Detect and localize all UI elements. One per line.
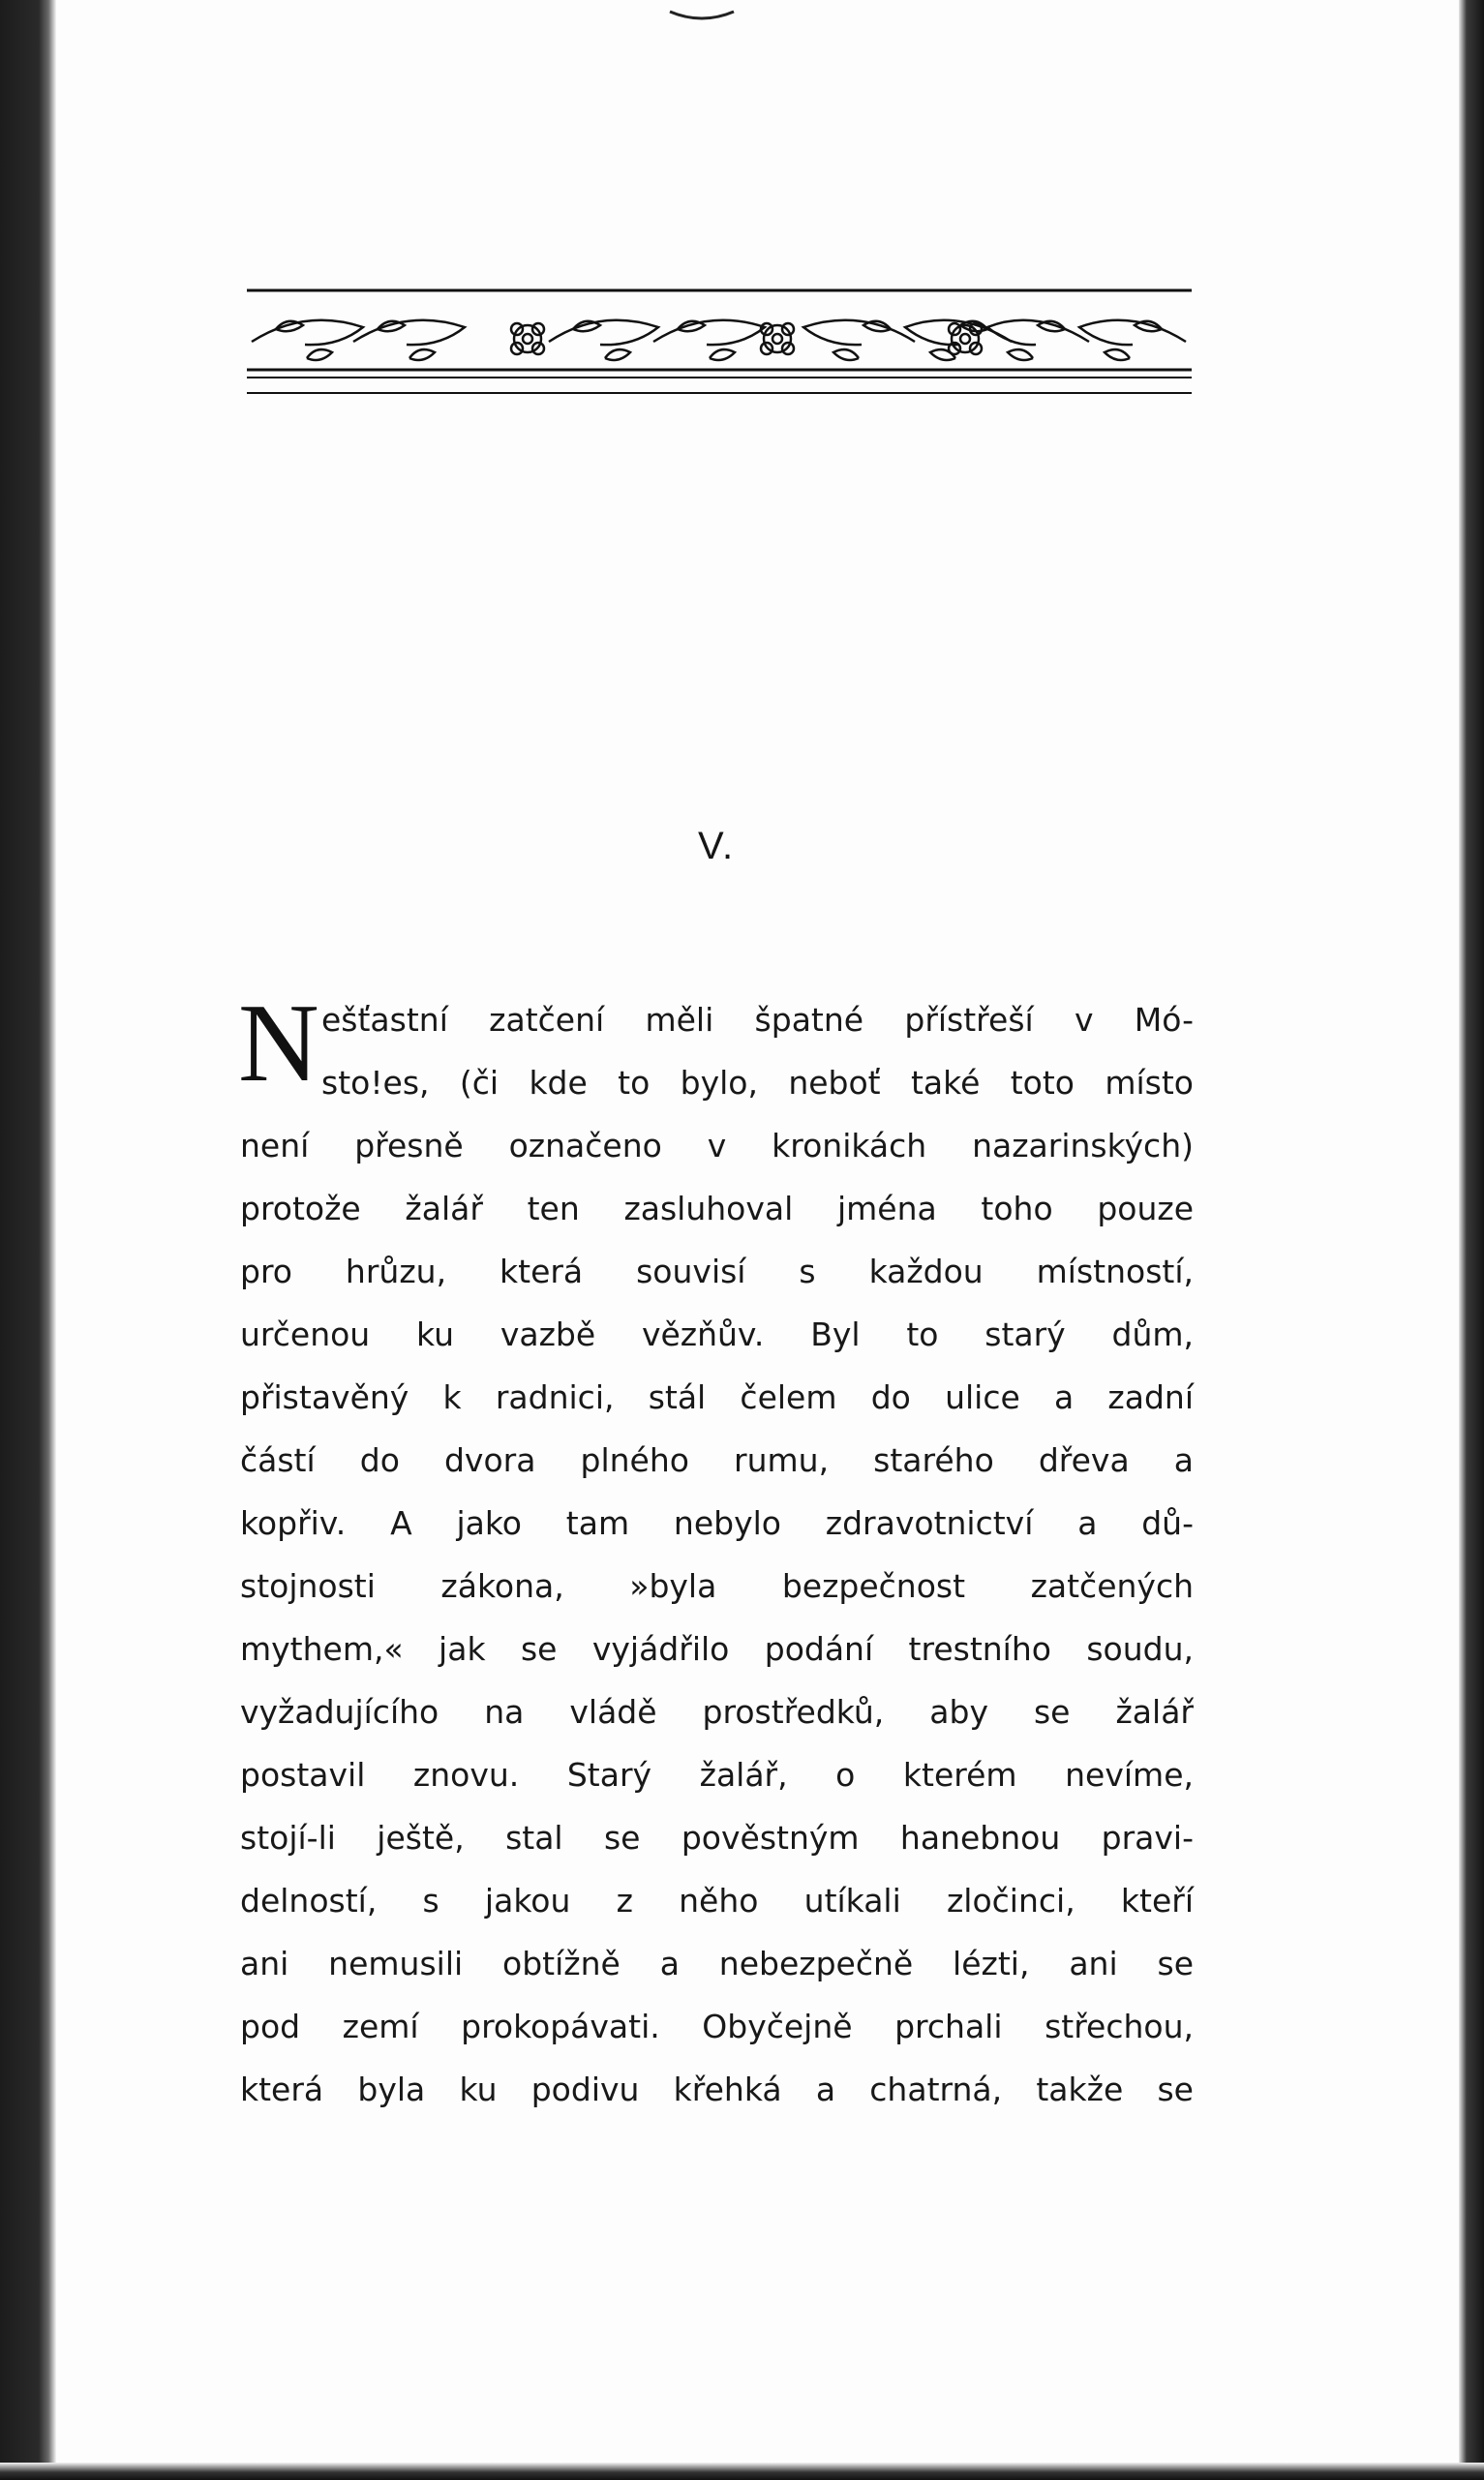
text-line: přistavěný k radnici, stál čelem do ulice a zadní <box>240 1378 1194 1416</box>
floral-vine-border-icon <box>247 288 1192 397</box>
text-line: protože žalář ten zasluhoval jména toho pouze <box>240 1190 1194 1227</box>
text-line: pro hrůzu, která souvisí s každou místností, <box>240 1253 1194 1290</box>
text-line: postavil znovu. Starý žalář, o kterém nevíme, <box>240 1756 1194 1794</box>
text-line: stojí-li ještě, stal se pověstným hanebnou pravi- <box>240 1819 1194 1857</box>
text-line: delností, s jakou z něho utíkali zločinci, kteří <box>240 1882 1194 1920</box>
page-right-edge <box>1459 0 1484 2480</box>
text-line: pod zemí prokopávati. Obyčejně prchali střechou, <box>240 2008 1194 2045</box>
text-line: částí do dvora plného rumu, starého dřeva a <box>240 1441 1194 1479</box>
scan-mark-icon <box>668 8 736 23</box>
text-line: vyžadujícího na vládě prostředků, aby se žalář <box>240 1693 1194 1731</box>
text-line: ani nemusili obtížně a nebezpečně lézti, ani se <box>240 1945 1194 1982</box>
text-line: sto!es, (či kde to bylo, neboť také toto místo <box>321 1064 1194 1102</box>
text-line: stojnosti zákona, »byla bezpečnost zatčených <box>240 1567 1194 1605</box>
text-line: která byla ku podivu křehká a chatrná, takže se <box>240 2071 1194 2108</box>
page-bottom-edge <box>0 2463 1484 2480</box>
text-line: mythem,« jak se vyjádřilo podání trestního soudu, <box>240 1630 1194 1668</box>
text-line: kopřiv. A jako tam nebylo zdravotnictví a dů- <box>240 1504 1194 1542</box>
drop-cap: N <box>238 982 319 1105</box>
text-line: určenou ku vazbě vězňův. Byl to starý dům, <box>240 1316 1194 1353</box>
page-binding-edge <box>0 0 56 2480</box>
chapter-heading: V. <box>697 825 736 867</box>
text-line: ešťastní zatčení měli špatné přístřeší v Mó- <box>321 1001 1194 1039</box>
text-line: není přesně označeno v kronikách nazarinských) <box>240 1127 1194 1164</box>
